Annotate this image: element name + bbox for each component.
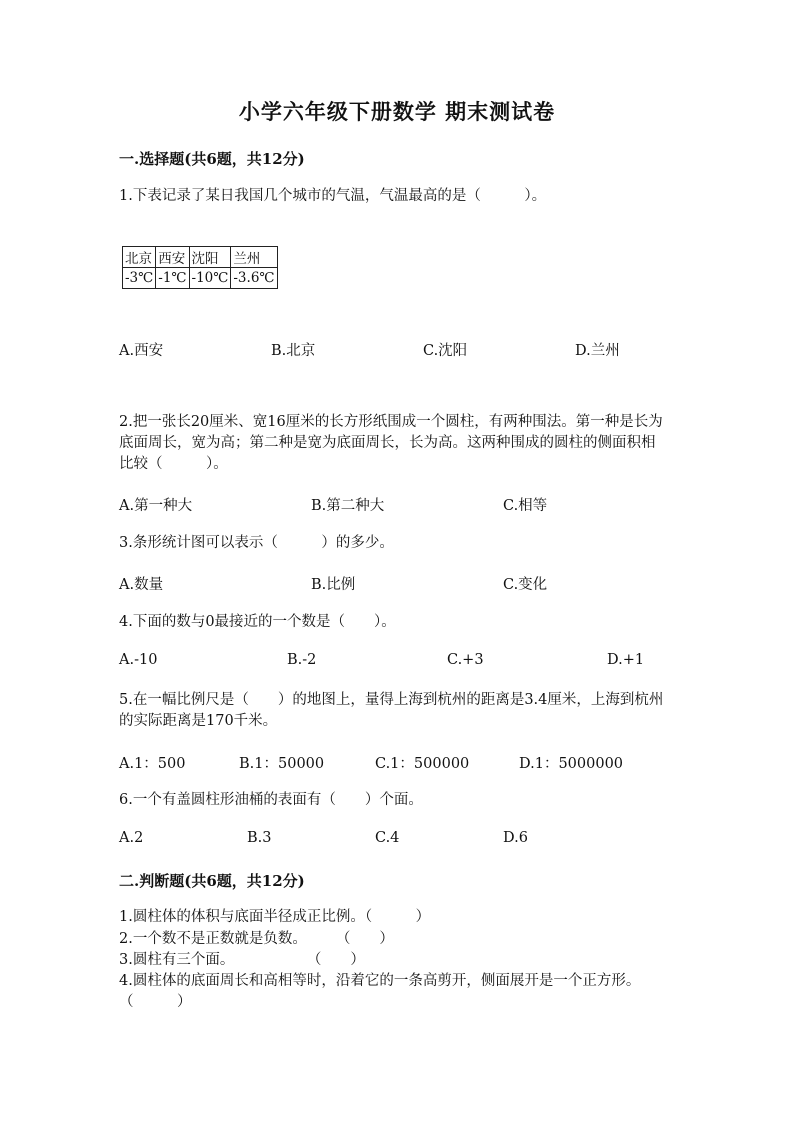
table-cell: -10℃ — [189, 268, 231, 289]
q5-option-b: B.1：50000 — [239, 756, 325, 772]
table-row-cities — [123, 247, 278, 268]
judge-item-2: 2.一个数不是正数就是负数。 （ ） — [119, 931, 394, 947]
q3-option-a: A.数量 — [119, 577, 164, 593]
table-row-temps — [123, 268, 278, 289]
question-3-text: 3.条形统计图可以表示（ ）的多少。 — [119, 535, 394, 551]
table-cell: 北京 — [123, 247, 156, 268]
section-heading-judge: 二.判断题(共6题，共12分) — [119, 872, 305, 890]
q5-option-d: D.1：5000000 — [519, 756, 624, 772]
q6-option-c: C.4 — [375, 830, 400, 846]
table-cell: -1℃ — [156, 268, 189, 289]
table-cell: 西安 — [156, 247, 189, 268]
section-heading-choice: 一.选择题(共6题，共12分) — [119, 150, 305, 168]
judge-item-4: 4.圆柱体的底面周长和高相等时，沿着它的一条高剪开，侧面展开是一个正方形。（ ） — [119, 973, 641, 1010]
q6-option-a: A.2 — [119, 830, 144, 846]
table-cell: 兰州 — [231, 247, 277, 268]
judge-item-1: 1.圆柱体的体积与底面半径成正比例。（ ） — [119, 909, 431, 925]
temperature-table — [122, 246, 278, 289]
q6-option-d: D.6 — [503, 830, 528, 846]
q1-option-c: C.沈阳 — [423, 343, 468, 359]
question-2-text: 2.把一张长20厘米、宽16厘米的长方形纸围成一个圆柱，有两种围法。第一种是长为底面周长，宽为高；第二种是宽为底面周长，长为高。这两种围成的圆柱的侧面积相比较（ ）。 — [119, 414, 663, 472]
table-cell: 沈阳 — [189, 247, 231, 268]
judge-item-3: 3.圆柱有三个面。 （ ） — [119, 952, 365, 968]
q6-option-b: B.3 — [247, 830, 272, 846]
page-title: 小学六年级下册数学 期末测试卷 — [238, 99, 556, 124]
q1-option-b: B.北京 — [271, 343, 316, 359]
question-6-text: 6.一个有盖圆柱形油桶的表面有（ ）个面。 — [119, 792, 423, 808]
table-cell: -3.6℃ — [231, 268, 277, 289]
question-4-text: 4.下面的数与0最接近的一个数是（ ）。 — [119, 614, 396, 630]
q3-option-b: B.比例 — [311, 577, 356, 593]
table-cell: -3℃ — [123, 268, 156, 289]
q4-option-d: D.+1 — [607, 652, 645, 668]
q3-option-c: C.变化 — [503, 577, 548, 593]
question-1-text: 1.下表记录了某日我国几个城市的气温，气温最高的是（ ）。 — [119, 188, 547, 204]
q5-option-a: A.1：500 — [119, 756, 186, 772]
q4-option-c: C.+3 — [447, 652, 484, 668]
q5-option-c: C.1：500000 — [375, 756, 470, 772]
q4-option-a: A.-10 — [119, 652, 158, 668]
question-5-text: 5.在一幅比例尺是（ ）的地图上，量得上海到杭州的距离是3.4厘米，上海到杭州的实际距离是170千米。 — [119, 692, 664, 729]
q2-option-c: C.相等 — [503, 498, 548, 514]
q4-option-b: B.-2 — [287, 652, 317, 668]
q1-option-d: D.兰州 — [575, 343, 620, 359]
q1-option-a: A.西安 — [119, 343, 164, 359]
q2-option-a: A.第一种大 — [119, 498, 193, 514]
q2-option-b: B.第二种大 — [311, 498, 385, 514]
